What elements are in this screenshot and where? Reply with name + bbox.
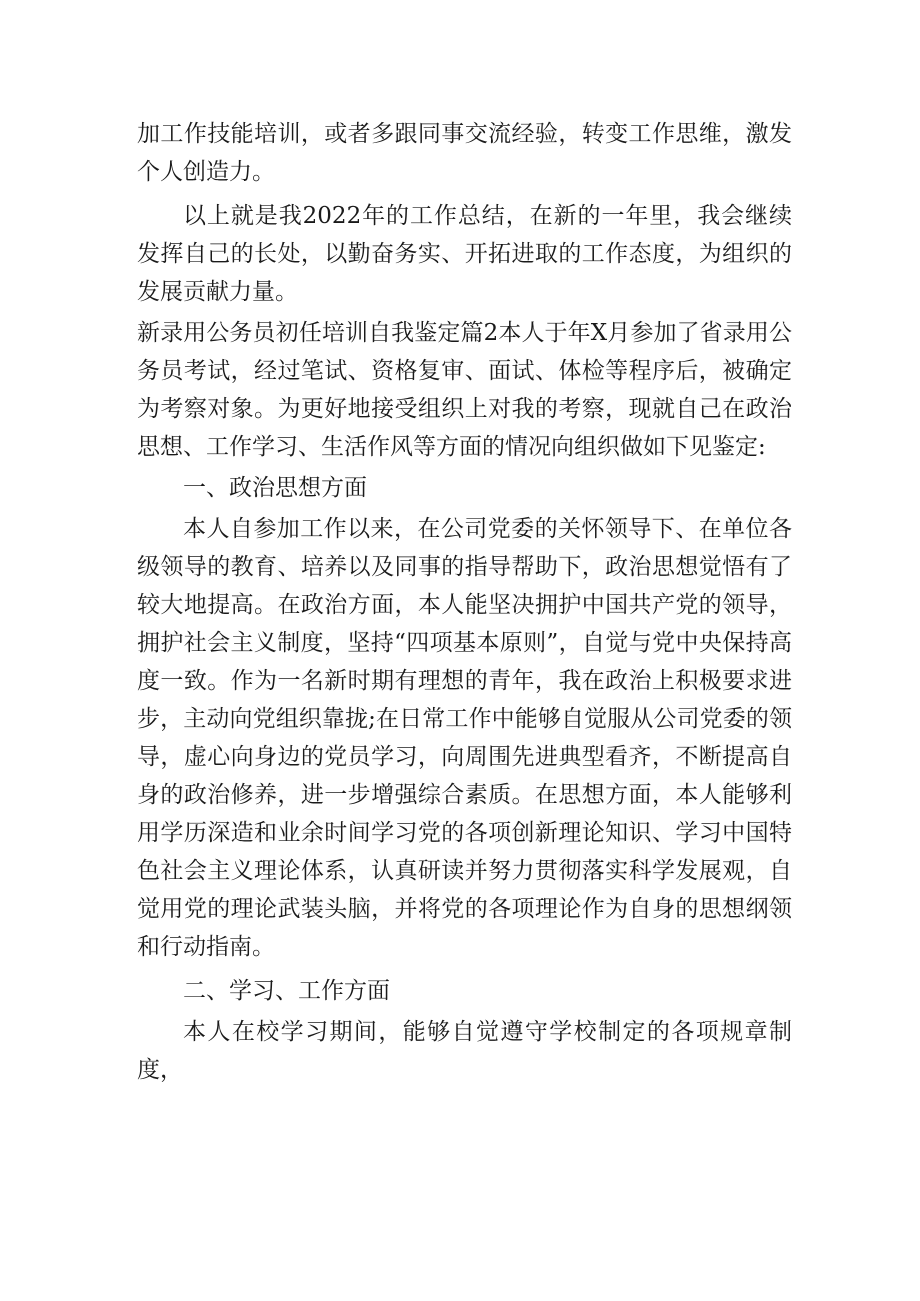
document-body (137, 115, 792, 1089)
section-heading-political: 一、政治思想方面 (183, 475, 367, 501)
paragraph-continuation: 加工作技能培训，或者多跟同事交流经验，转变工作思维，激发个人创造力。 (137, 121, 792, 185)
paragraph-article-intro: 新录用公务员初任培训自我鉴定篇2本人于年X月参加了省录用公务员考试，经过笔试、资格复审、面试、体检等程序后，被确定为考察对象。为更好地接受组织上对我的考察，现就自己在政治思想、工作学习、生活作风等方面的情况向组织做如下见鉴定: (137, 320, 792, 460)
paragraph-summary: 以上就是我2022年的工作总结，在新的一年里，我会继续发挥自己的长处，以勤奋务实、开拓进取的工作态度，为组织的发展贡献力量。 (137, 203, 792, 305)
section-heading-study-work: 二、学习、工作方面 (183, 978, 390, 1004)
paragraph-study-work: 本人在校学习期间，能够自觉遵守学校制定的各项规章制度， (137, 1019, 792, 1083)
paragraph-political: 本人自参加工作以来，在公司党委的关怀领导下、在单位各级领导的教育、培养以及同事的指导帮助下，政治思想觉悟有了较大地提高。在政治方面，本人能坚决拥护中国共产党的领导，拥护社会主义制度，坚持“四项基本原则”，自觉与党中央保持高度一致。作为一名新时期有理想的青年，我在政治上积极要求进步，主动向党组织靠拢;在日常工作中能够自觉服从公司党委的领导，虚心向身边的党员学习，向周围先进典型看齐，不断提高自身的政治修养，进一步增强综合素质。在思想方面，本人能够利用学历深造和业余时间学习党的各项创新理论知识、学习中国特色社会主义理论体系，认真研读并努力贯彻落实科学发展观，自觉用党的理论武装头脑，并将党的各项理论作为自身的思想纲领和行动指南。 (137, 516, 792, 960)
